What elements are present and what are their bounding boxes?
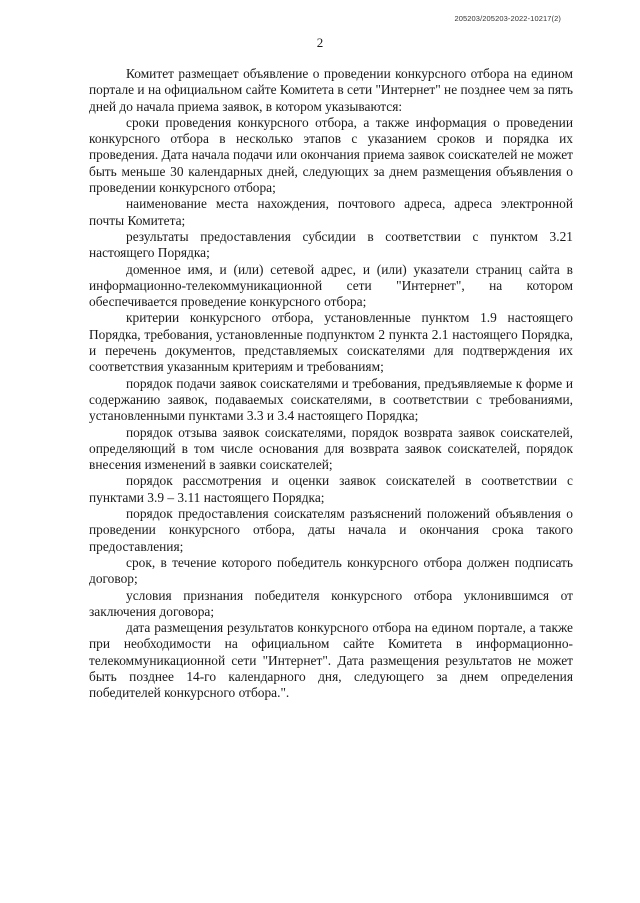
paragraph: порядок подачи заявок соискателями и требования, предъявляемые к форме и содержанию заявок, подаваемых соискателями, в соответствии с требованиями, установленными пунктами 3.3 и 3.4 настоящего Порядка; bbox=[89, 375, 573, 424]
document-registration-number: 205203/205203-2022-10217(2) bbox=[454, 14, 561, 23]
paragraph: дата размещения результатов конкурсного отбора на едином портале, а также при необходимости на официальном сайте Комитета в информационно-телекоммуникационной сети "Интернет". Дата размещения результатов не может быть позднее 14-го календарного дня, следующего за днем определения победителей конкурсного отбора.". bbox=[89, 620, 573, 701]
paragraph: условия признания победителя конкурсного отбора уклонившимся от заключения договора; bbox=[89, 587, 573, 619]
paragraph: наименование места нахождения, почтового адреса, адреса электронной почты Комитета; bbox=[89, 196, 573, 228]
paragraph: срок, в течение которого победитель конкурсного отбора должен подписать договор; bbox=[89, 554, 573, 587]
paragraph: критерии конкурсного отбора, установленные пунктом 1.9 настоящего Порядка, требования, установленные подпунктом 2 пункта 2.1 настоящего Порядка, и перечень документов, представляемых соискателями для подтверждения их соответствия указанным критериям и требованиям; bbox=[89, 310, 573, 375]
paragraph: порядок рассмотрения и оценки заявок соискателей в соответствии с пунктами 3.9 – 3.11 настоящего Порядка; bbox=[89, 473, 573, 505]
paragraph: доменное имя, и (или) сетевой адрес, и (или) указатели страниц сайта в информационно-телекоммуникационной сети "Интернет", на котором обеспечивается проведение конкурсного отбора; bbox=[89, 261, 573, 310]
paragraph: порядок предоставления соискателям разъяснений положений объявления о проведении конкурсного отбора, даты начала и окончания срока такого предоставления; bbox=[89, 506, 573, 554]
paragraph: сроки проведения конкурсного отбора, а также информация о проведении конкурсного отбора в несколько этапов с указанием сроков и порядка их проведения. Дата начала подачи или окончания приема заявок соискателей не может быть меньше 30 календарных дней, следующих за днем размещения объявления о проведении конкурсного отбора; bbox=[89, 114, 573, 196]
paragraph: результаты предоставления субсидии в соответствии с пунктом 3.21 настоящего Порядка; bbox=[89, 228, 573, 261]
paragraph: порядок отзыва заявок соискателями, порядок возврата заявок соискателей, определяющий в том числе основания для возврата заявок соискателей, порядок внесения изменений в заявки соискателей; bbox=[89, 424, 573, 473]
document-body bbox=[89, 66, 573, 702]
paragraph: Комитет размещает объявление о проведении конкурсного отбора на едином портале и на официальном сайте Комитета в сети "Интернет" не позднее чем за пять дней до начала приема заявок, в котором указываются: bbox=[89, 66, 573, 114]
page-number: 2 bbox=[316, 35, 324, 50]
